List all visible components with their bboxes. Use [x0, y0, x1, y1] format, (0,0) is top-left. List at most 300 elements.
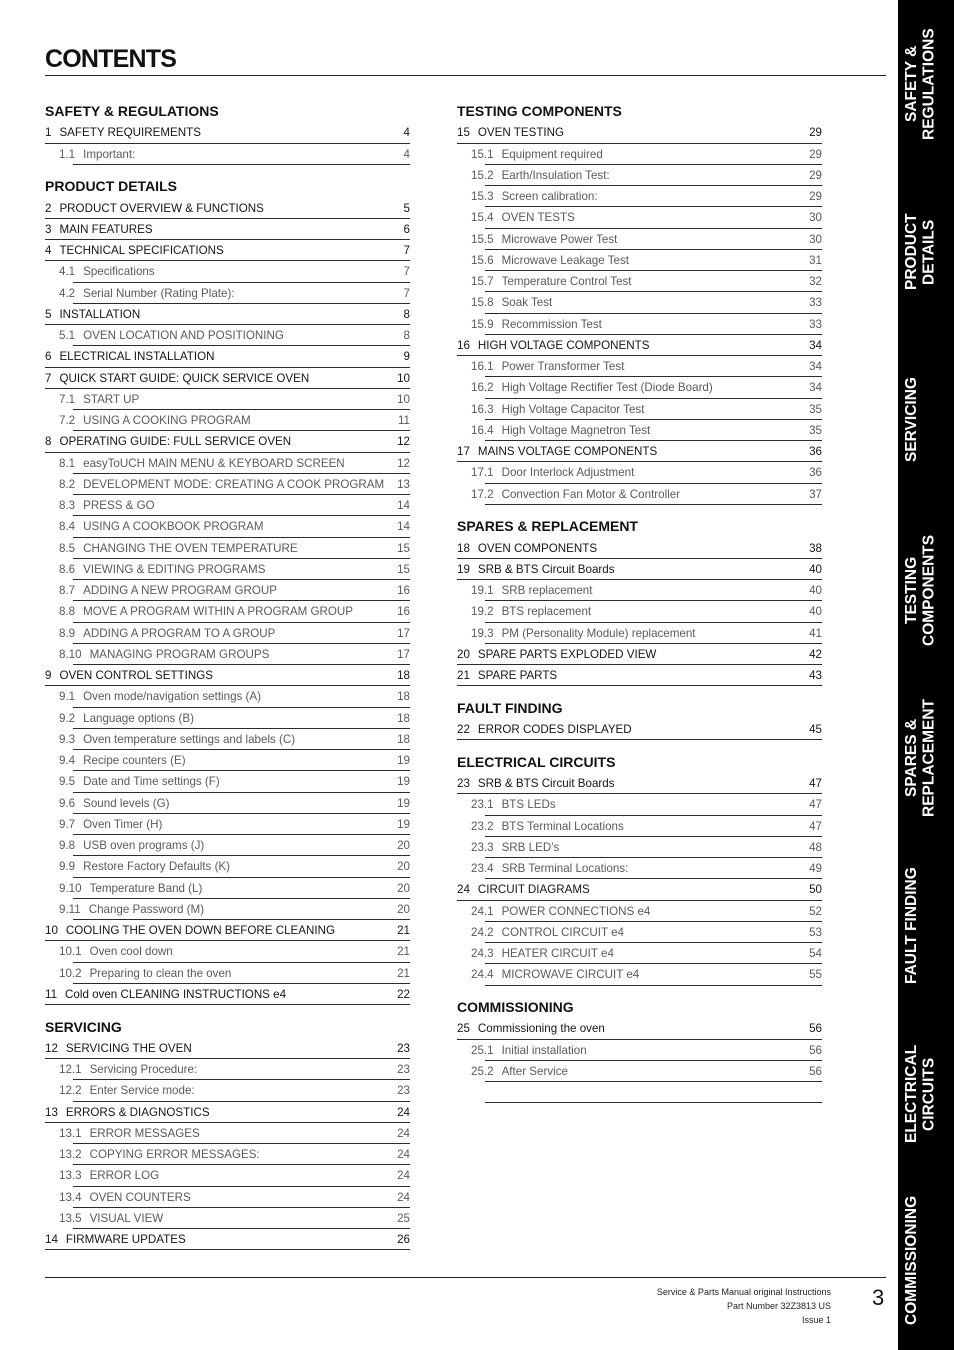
tab-label-line: SPARES &	[903, 718, 920, 798]
toc-section-23-2[interactable]	[457, 816, 822, 837]
toc-section-12-1[interactable]	[45, 1059, 410, 1080]
toc-section-9-2[interactable]	[45, 708, 410, 729]
toc-entry-number: 9.5	[59, 775, 76, 789]
toc-section-9-3[interactable]	[45, 729, 410, 750]
toc-chapter-20[interactable]	[457, 644, 822, 665]
toc-entry-title: USING A COOKBOOK PROGRAM	[83, 520, 264, 534]
toc-entry-number: 23.3	[471, 840, 494, 854]
toc-entry-title: COPYING ERROR MESSAGES:	[89, 1148, 260, 1161]
toc-section-15-8[interactable]	[457, 292, 822, 313]
toc-entry-page: 12	[397, 456, 410, 470]
toc-entry-title: SPARE PARTS	[477, 669, 558, 682]
toc-entry-number: 12.1	[59, 1063, 82, 1076]
toc-entry-page: 10	[397, 392, 410, 406]
toc-entry-page: 32	[809, 275, 822, 288]
toc-entry-title: SRB & BTS Circuit Boards	[477, 562, 615, 576]
toc-entry-page: 20	[397, 860, 410, 874]
toc-section-9-1[interactable]	[45, 686, 410, 707]
toc-entry-number: 13.3	[59, 1169, 82, 1183]
toc-section-10-1[interactable]	[45, 941, 410, 962]
toc-section-9-4[interactable]	[45, 750, 410, 771]
toc-entry-title: PRESS & GO	[83, 499, 155, 512]
toc-entry-page: 11	[397, 414, 410, 427]
toc-entry-number: 12	[45, 1041, 58, 1055]
toc-section-8-10[interactable]	[45, 644, 410, 665]
toc-entry-title: easyToUCH MAIN MENU & KEYBOARD SCREEN	[83, 456, 345, 470]
toc-section-10-2[interactable]	[45, 963, 410, 984]
toc-entry-title: QUICK START GUIDE: QUICK SERVICE OVEN	[59, 371, 310, 385]
toc-entry-title: SAFETY REQUIREMENTS	[59, 126, 201, 140]
toc-entry-title: USB oven programs (J)	[83, 839, 205, 852]
toc-entry-page: 29	[809, 168, 822, 182]
toc-entry-number: 13.4	[59, 1190, 82, 1204]
toc-entry-page: 50	[809, 883, 822, 897]
toc-section-9-9[interactable]	[45, 856, 410, 877]
toc-chapter-2[interactable]	[45, 198, 410, 219]
toc-entry-title: Serial Number (Rating Plate):	[83, 286, 235, 300]
tab-label-line: COMMISSIONING	[903, 1195, 920, 1325]
toc-entry-page: 16	[397, 584, 410, 597]
toc-section-13-3[interactable]	[45, 1165, 410, 1186]
toc-section-15-6[interactable]	[457, 250, 822, 271]
toc-entry-number: 9.1	[59, 690, 76, 704]
toc-section-12-2[interactable]	[45, 1080, 410, 1101]
toc-entry-page: 14	[397, 499, 410, 512]
toc-entry-page: 24	[397, 1190, 410, 1204]
footer-part-number: Part Number 32Z3813 US	[726, 1301, 831, 1311]
toc-entry-page: 26	[397, 1233, 410, 1246]
toc-entry-page: 16	[397, 605, 410, 619]
tab-label-line: FAULT FINDING	[903, 867, 920, 985]
toc-entry-title: Oven Timer (H)	[83, 817, 163, 831]
toc-section-7-2[interactable]	[45, 410, 410, 431]
toc-entry-title: OPERATING GUIDE: FULL SERVICE OVEN	[59, 435, 292, 449]
toc-entry-number: 22	[457, 723, 470, 736]
toc-entry-page: 36	[809, 466, 822, 480]
toc-section-24-1[interactable]	[457, 901, 822, 922]
toc-entry-number: 21	[457, 669, 470, 682]
toc-entry-number: 19.2	[471, 605, 494, 619]
toc-entry-title: High Voltage Capacitor Test	[501, 402, 645, 416]
toc-section-9-6[interactable]	[45, 793, 410, 814]
toc-entry-number: 25	[457, 1022, 470, 1036]
toc-entry-number: 1.1	[59, 147, 76, 161]
toc-section-19-2[interactable]	[457, 601, 822, 622]
toc-section-23-1[interactable]	[457, 794, 822, 815]
toc-entry-page: 56	[809, 1043, 822, 1057]
toc-entry-title: SPARE PARTS EXPLODED VIEW	[477, 647, 657, 661]
toc-entry-page: 42	[809, 647, 822, 661]
toc-entry-number: 16.1	[471, 360, 494, 373]
tab-product-details[interactable]	[903, 172, 938, 332]
toc-entry-title: Oven mode/navigation settings (A)	[83, 690, 261, 704]
toc-entry-page: 41	[809, 626, 822, 640]
toc-chapter-3[interactable]	[45, 219, 410, 240]
toc-section-8-8[interactable]	[45, 601, 410, 622]
toc-section-9-7[interactable]	[45, 814, 410, 835]
toc-entry-number: 13.1	[59, 1126, 82, 1140]
toc-entry-number: 9.2	[59, 711, 76, 725]
toc-entry-number: 10.1	[59, 945, 82, 959]
toc-section-24-3[interactable]	[457, 943, 822, 964]
toc-section-4-1[interactable]	[45, 261, 410, 282]
toc-section-15-3[interactable]	[457, 186, 822, 207]
toc-section-15-2[interactable]	[457, 165, 822, 186]
toc-section-23-4[interactable]	[457, 858, 822, 879]
tab-spares-replacement[interactable]	[903, 678, 938, 838]
toc-entry-title: Change Password (M)	[88, 902, 205, 916]
toc-section-17-2[interactable]	[457, 484, 822, 505]
toc-entry-title: Commissioning the oven	[477, 1022, 605, 1036]
toc-entry-page: 8	[403, 329, 410, 342]
toc-entry-number: 8.10	[59, 647, 82, 661]
toc-entry-page: 5	[403, 201, 410, 215]
toc-entry-number: 6	[45, 350, 52, 364]
toc-entry-number: 19.1	[471, 584, 494, 597]
toc-entry-number: 19	[457, 562, 470, 576]
toc-entry-number: 15.2	[471, 168, 494, 182]
toc-entry-number: 23.2	[471, 819, 494, 833]
footer-info	[657, 1285, 831, 1327]
toc-entry-title: FIRMWARE UPDATES	[65, 1233, 186, 1246]
toc-entry-title: OVEN COUNTERS	[89, 1190, 191, 1204]
toc-section-19-3[interactable]	[457, 623, 822, 644]
toc-section-1-1[interactable]	[45, 144, 410, 165]
tab-servicing[interactable]	[903, 340, 921, 500]
toc-section-8-9[interactable]	[45, 623, 410, 644]
section-heading-servicing: SERVICING	[45, 1018, 122, 1035]
toc-chapter-14[interactable]	[45, 1229, 410, 1250]
toc-entry-title: Specifications	[83, 265, 155, 279]
toc-section-15-1[interactable]	[457, 144, 822, 165]
toc-entry-number: 8.6	[59, 562, 76, 576]
toc-entry-title: OVEN COMPONENTS	[477, 541, 598, 555]
section-heading-electrical-circuits: ELECTRICAL CIRCUITS	[457, 753, 616, 770]
toc-entry-title: SRB LED’s	[501, 840, 560, 854]
toc-entry-title: SRB replacement	[501, 584, 593, 597]
toc-entry-title: High Voltage Rectifier Test (Diode Board)	[501, 381, 713, 395]
section-heading-fault-finding: FAULT FINDING	[457, 699, 563, 716]
toc-entry-title: OVEN TESTS	[501, 211, 575, 225]
toc-section-7-1[interactable]	[45, 389, 410, 410]
toc-section-25-1[interactable]	[457, 1040, 822, 1061]
toc-entry-number: 9.8	[59, 839, 76, 852]
toc-section-23-3[interactable]	[457, 837, 822, 858]
toc-entry-page: 35	[809, 402, 822, 416]
toc-chapter-21[interactable]	[457, 665, 822, 686]
toc-entry-number: 11	[45, 987, 58, 1001]
toc-entry-title: MAIN FEATURES	[59, 222, 153, 236]
toc-entry-number: 8.9	[59, 626, 76, 640]
page-number: 3	[872, 1285, 885, 1310]
toc-chapter-19[interactable]	[457, 559, 822, 580]
toc-entry-title: OVEN TESTING	[477, 126, 565, 140]
toc-entry-number: 7.2	[59, 414, 76, 427]
toc-section-9-10[interactable]	[45, 878, 410, 899]
toc-entry-title: Temperature Control Test	[501, 275, 632, 288]
toc-entry-page: 36	[809, 445, 822, 458]
toc-entry-page: 45	[809, 723, 822, 736]
toc-entry-title: Soak Test	[501, 296, 553, 310]
toc-entry-title: Sound levels (G)	[83, 796, 170, 810]
toc-chapter-18[interactable]	[457, 538, 822, 559]
toc-section-15-4[interactable]	[457, 207, 822, 228]
toc-column-body	[45, 90, 410, 1251]
toc-chapter-22[interactable]	[457, 719, 822, 740]
toc-chapter-4[interactable]	[45, 240, 410, 261]
tab-label-line: REGULATIONS	[920, 28, 938, 140]
toc-entry-number: 14	[45, 1233, 58, 1246]
toc-entry-number: 17	[457, 445, 470, 458]
toc-entry-page: 10	[397, 371, 410, 385]
toc-entry-page: 40	[809, 584, 822, 597]
toc-entry-page: 52	[809, 904, 822, 918]
toc-entry-title: ERROR MESSAGES	[89, 1126, 200, 1140]
toc-entry-number: 4.1	[59, 265, 76, 279]
toc-entry-number: 9.10	[59, 881, 82, 895]
toc-entry-title: OVEN LOCATION AND POSITIONING	[83, 329, 284, 342]
toc-entry-number: 8.2	[59, 477, 76, 491]
toc-entry-title: Screen calibration:	[501, 190, 598, 203]
toc-entry-page: 30	[809, 211, 822, 225]
toc-entry-title: Recipe counters (E)	[83, 754, 186, 767]
toc-entry-number: 10.2	[59, 966, 82, 980]
footer-rule	[45, 1277, 886, 1278]
toc-entry-page: 48	[809, 840, 822, 854]
toc-entry-page: 15	[397, 541, 410, 555]
toc-section-16-1[interactable]	[457, 356, 822, 377]
toc-entry-number: 15.3	[471, 190, 494, 203]
toc-entry-page: 9	[403, 350, 410, 364]
toc-section-15-9[interactable]	[457, 314, 822, 335]
toc-chapter-5[interactable]	[45, 304, 410, 325]
toc-entry-page: 22	[397, 987, 410, 1001]
toc-entry-title: START UP	[83, 392, 140, 406]
toc-column-body	[457, 90, 822, 1083]
toc-entry-page: 24	[397, 1126, 410, 1140]
toc-section-13-2[interactable]	[45, 1144, 410, 1165]
toc-section-9-8[interactable]	[45, 835, 410, 856]
toc-entry-title: ERROR CODES DISPLAYED	[477, 723, 632, 736]
toc-entry-title: SRB & BTS Circuit Boards	[477, 777, 615, 790]
toc-entry-number: 15.4	[471, 211, 494, 225]
toc-entry-number: 13.5	[59, 1211, 82, 1225]
toc-entry-number: 1	[45, 126, 52, 140]
toc-entry-page: 25	[397, 1211, 410, 1225]
toc-entry-number: 9.7	[59, 817, 76, 831]
toc-chapter-8[interactable]	[45, 431, 410, 452]
toc-entry-title: Enter Service mode:	[89, 1084, 195, 1098]
toc-entry-number: 24.3	[471, 947, 494, 960]
toc-entry-title: Oven cool down	[89, 945, 173, 959]
toc-section-16-4[interactable]	[457, 420, 822, 441]
toc-entry-number: 8.3	[59, 499, 76, 512]
toc-entry-page: 19	[397, 817, 410, 831]
toc-chapter-11[interactable]	[45, 984, 410, 1005]
toc-chapter-25[interactable]	[457, 1018, 822, 1039]
toc-entry-page: 18	[397, 732, 410, 746]
toc-section-13-1[interactable]	[45, 1123, 410, 1144]
toc-entry-title: Microwave Power Test	[501, 232, 618, 246]
toc-entry-page: 17	[397, 626, 410, 640]
toc-entry-title: Microwave Leakage Test	[501, 253, 629, 267]
toc-entry-number: 16.4	[471, 423, 494, 437]
toc-entry-page: 53	[809, 925, 822, 939]
toc-entry-title: Date and Time settings (F)	[83, 775, 220, 789]
toc-entry-title: ERROR LOG	[89, 1169, 160, 1183]
toc-entry-page: 37	[809, 487, 822, 501]
toc-entry-page: 55	[809, 968, 822, 982]
toc-chapter-23[interactable]	[457, 773, 822, 794]
toc-entry-page: 6	[403, 222, 410, 236]
toc-entry-title: Language options (B)	[83, 711, 194, 725]
toc-section-13-5[interactable]	[45, 1208, 410, 1229]
toc-entry-title: MAINS VOLTAGE COMPONENTS	[477, 445, 658, 458]
tab-fault-finding[interactable]	[903, 846, 921, 1006]
toc-entry-number: 24.1	[471, 904, 494, 918]
toc-entry-title: Preparing to clean the oven	[89, 966, 232, 980]
tab-label-line: DETAILS	[920, 219, 938, 285]
toc-entry-page: 23	[397, 1041, 410, 1055]
toc-entry-title: SRB Terminal Locations:	[501, 862, 629, 875]
toc-entry-title: Door Interlock Adjustment	[501, 466, 635, 480]
toc-section-13-4[interactable]	[45, 1187, 410, 1208]
toc-chapter-17[interactable]	[457, 441, 822, 462]
section-heading-product-details: PRODUCT DETAILS	[45, 178, 177, 195]
toc-section-8-2[interactable]	[45, 474, 410, 495]
toc-section-5-1[interactable]	[45, 325, 410, 346]
toc-entry-number: 24	[457, 883, 470, 897]
tab-commissioning[interactable]	[903, 1180, 921, 1340]
toc-section-9-5[interactable]	[45, 771, 410, 792]
toc-section-15-5[interactable]	[457, 229, 822, 250]
toc-entry-title: CONTROL CIRCUIT e4	[501, 925, 624, 939]
toc-entry-number: 9.11	[59, 902, 81, 916]
toc-section-25-2[interactable]	[457, 1061, 822, 1082]
toc-section-17-1[interactable]	[457, 462, 822, 483]
toc-entry-page: 4	[403, 147, 410, 161]
toc-section-8-3[interactable]	[45, 495, 410, 516]
toc-entry-number: 12.2	[59, 1084, 82, 1098]
toc-section-24-2[interactable]	[457, 922, 822, 943]
toc-entry-number: 5.1	[59, 329, 76, 342]
tab-label-line: PRODUCT	[903, 213, 920, 291]
toc-entry-number: 24.2	[471, 925, 494, 939]
toc-chapter-16[interactable]	[457, 335, 822, 356]
toc-entry-page: 17	[397, 647, 410, 661]
toc-entry-page: 29	[809, 190, 822, 203]
toc-entry-number: 25.1	[471, 1043, 494, 1057]
toc-chapter-9[interactable]	[45, 665, 410, 686]
toc-entry-page: 18	[397, 711, 410, 725]
toc-section-8-4[interactable]	[45, 516, 410, 537]
toc-entry-page: 43	[809, 669, 822, 682]
toc-entry-number: 15.9	[471, 317, 494, 331]
toc-entry-number: 8.1	[59, 456, 76, 470]
toc-entry-number: 8	[45, 435, 52, 449]
toc-chapter-6[interactable]	[45, 346, 410, 367]
toc-entry-number: 16.3	[471, 402, 494, 416]
toc-section-8-1[interactable]	[45, 453, 410, 474]
toc-entry-page: 54	[809, 947, 822, 960]
toc-entry-title: MOVE A PROGRAM WITHIN A PROGRAM GROUP	[83, 605, 354, 619]
toc-section-19-1[interactable]	[457, 580, 822, 601]
toc-entry-title: INSTALLATION	[59, 307, 141, 321]
toc-entry-title: DEVELOPMENT MODE: CREATING A COOK PROGRAM	[83, 477, 385, 491]
toc-entry-page: 21	[397, 945, 410, 959]
toc-entry-page: 13	[397, 477, 410, 491]
toc-chapter-12[interactable]	[45, 1038, 410, 1059]
tab-label-line: CIRCUITS	[920, 1057, 938, 1131]
toc-entry-number: 13.2	[59, 1148, 82, 1161]
toc-entry-title: ELECTRICAL INSTALLATION	[59, 350, 215, 364]
toc-entry-title: TECHNICAL SPECIFICATIONS	[59, 244, 224, 257]
toc-entry-page: 40	[809, 605, 822, 619]
toc-entry-title: Restore Factory Defaults (K)	[83, 860, 231, 874]
tab-safety-regulations[interactable]	[903, 4, 938, 164]
toc-entry-number: 23	[457, 777, 470, 790]
toc-section-15-7[interactable]	[457, 271, 822, 292]
tab-electrical-circuits[interactable]	[903, 1014, 938, 1174]
toc-section-8-7[interactable]	[45, 580, 410, 601]
toc-entry-number: 9.3	[59, 732, 76, 746]
toc-chapter-24[interactable]	[457, 879, 822, 900]
toc-section-8-5[interactable]	[45, 538, 410, 559]
toc-entry-page: 40	[809, 562, 822, 576]
toc-entry-number: 16.2	[471, 381, 494, 395]
toc-entry-number: 3	[45, 222, 52, 236]
toc-entry-number: 2	[45, 201, 52, 215]
toc-entry-number: 23.1	[471, 798, 494, 812]
toc-entry-title: Oven temperature settings and labels (C)	[83, 732, 296, 746]
toc-entry-page: 56	[809, 1064, 822, 1078]
toc-section-16-2[interactable]	[457, 377, 822, 398]
toc-entry-number: 15.8	[471, 296, 494, 310]
toc-chapter-10[interactable]	[45, 920, 410, 941]
section-heading-spares-replacement: SPARES & REPLACEMENT	[457, 518, 638, 535]
section-heading-testing-components: TESTING COMPONENTS	[457, 103, 622, 119]
toc-entry-title: USING A COOKING PROGRAM	[83, 414, 251, 427]
toc-chapter-15[interactable]	[457, 122, 822, 143]
page-title: CONTENTS	[45, 45, 886, 76]
toc-entry-title: After Service	[501, 1064, 568, 1078]
toc-chapter-13[interactable]	[45, 1102, 410, 1123]
toc-entry-number: 8.8	[59, 605, 76, 619]
toc-entry-title: Earth/Insulation Test:	[501, 168, 610, 182]
toc-chapter-7[interactable]	[45, 368, 410, 389]
toc-section-24-4[interactable]	[457, 964, 822, 985]
toc-entry-number: 17.1	[471, 466, 494, 480]
toc-entry-title: High Voltage Magnetron Test	[501, 423, 651, 437]
toc-entry-title: SERVICING THE OVEN	[65, 1041, 192, 1055]
toc-entry-number: 8.4	[59, 520, 76, 534]
toc-section-8-6[interactable]	[45, 559, 410, 580]
toc-section-16-3[interactable]	[457, 399, 822, 420]
toc-entry-page: 18	[397, 669, 410, 682]
tab-label-line: REPLACEMENT	[920, 699, 938, 817]
toc-entry-number: 13	[45, 1105, 58, 1119]
toc-entry-page: 34	[809, 360, 822, 373]
tab-testing-components[interactable]	[903, 510, 938, 670]
toc-entry-number: 15.6	[471, 253, 494, 267]
toc-chapter-1[interactable]	[45, 122, 410, 143]
toc-entry-page: 20	[397, 881, 410, 895]
toc-section-9-11[interactable]	[45, 899, 410, 920]
footer-manual-title: Service & Parts Manual original Instructions	[656, 1287, 831, 1297]
toc-entry-number: 7	[45, 371, 52, 385]
toc-entry-number: 9.6	[59, 796, 76, 810]
toc-section-4-2[interactable]	[45, 283, 410, 304]
